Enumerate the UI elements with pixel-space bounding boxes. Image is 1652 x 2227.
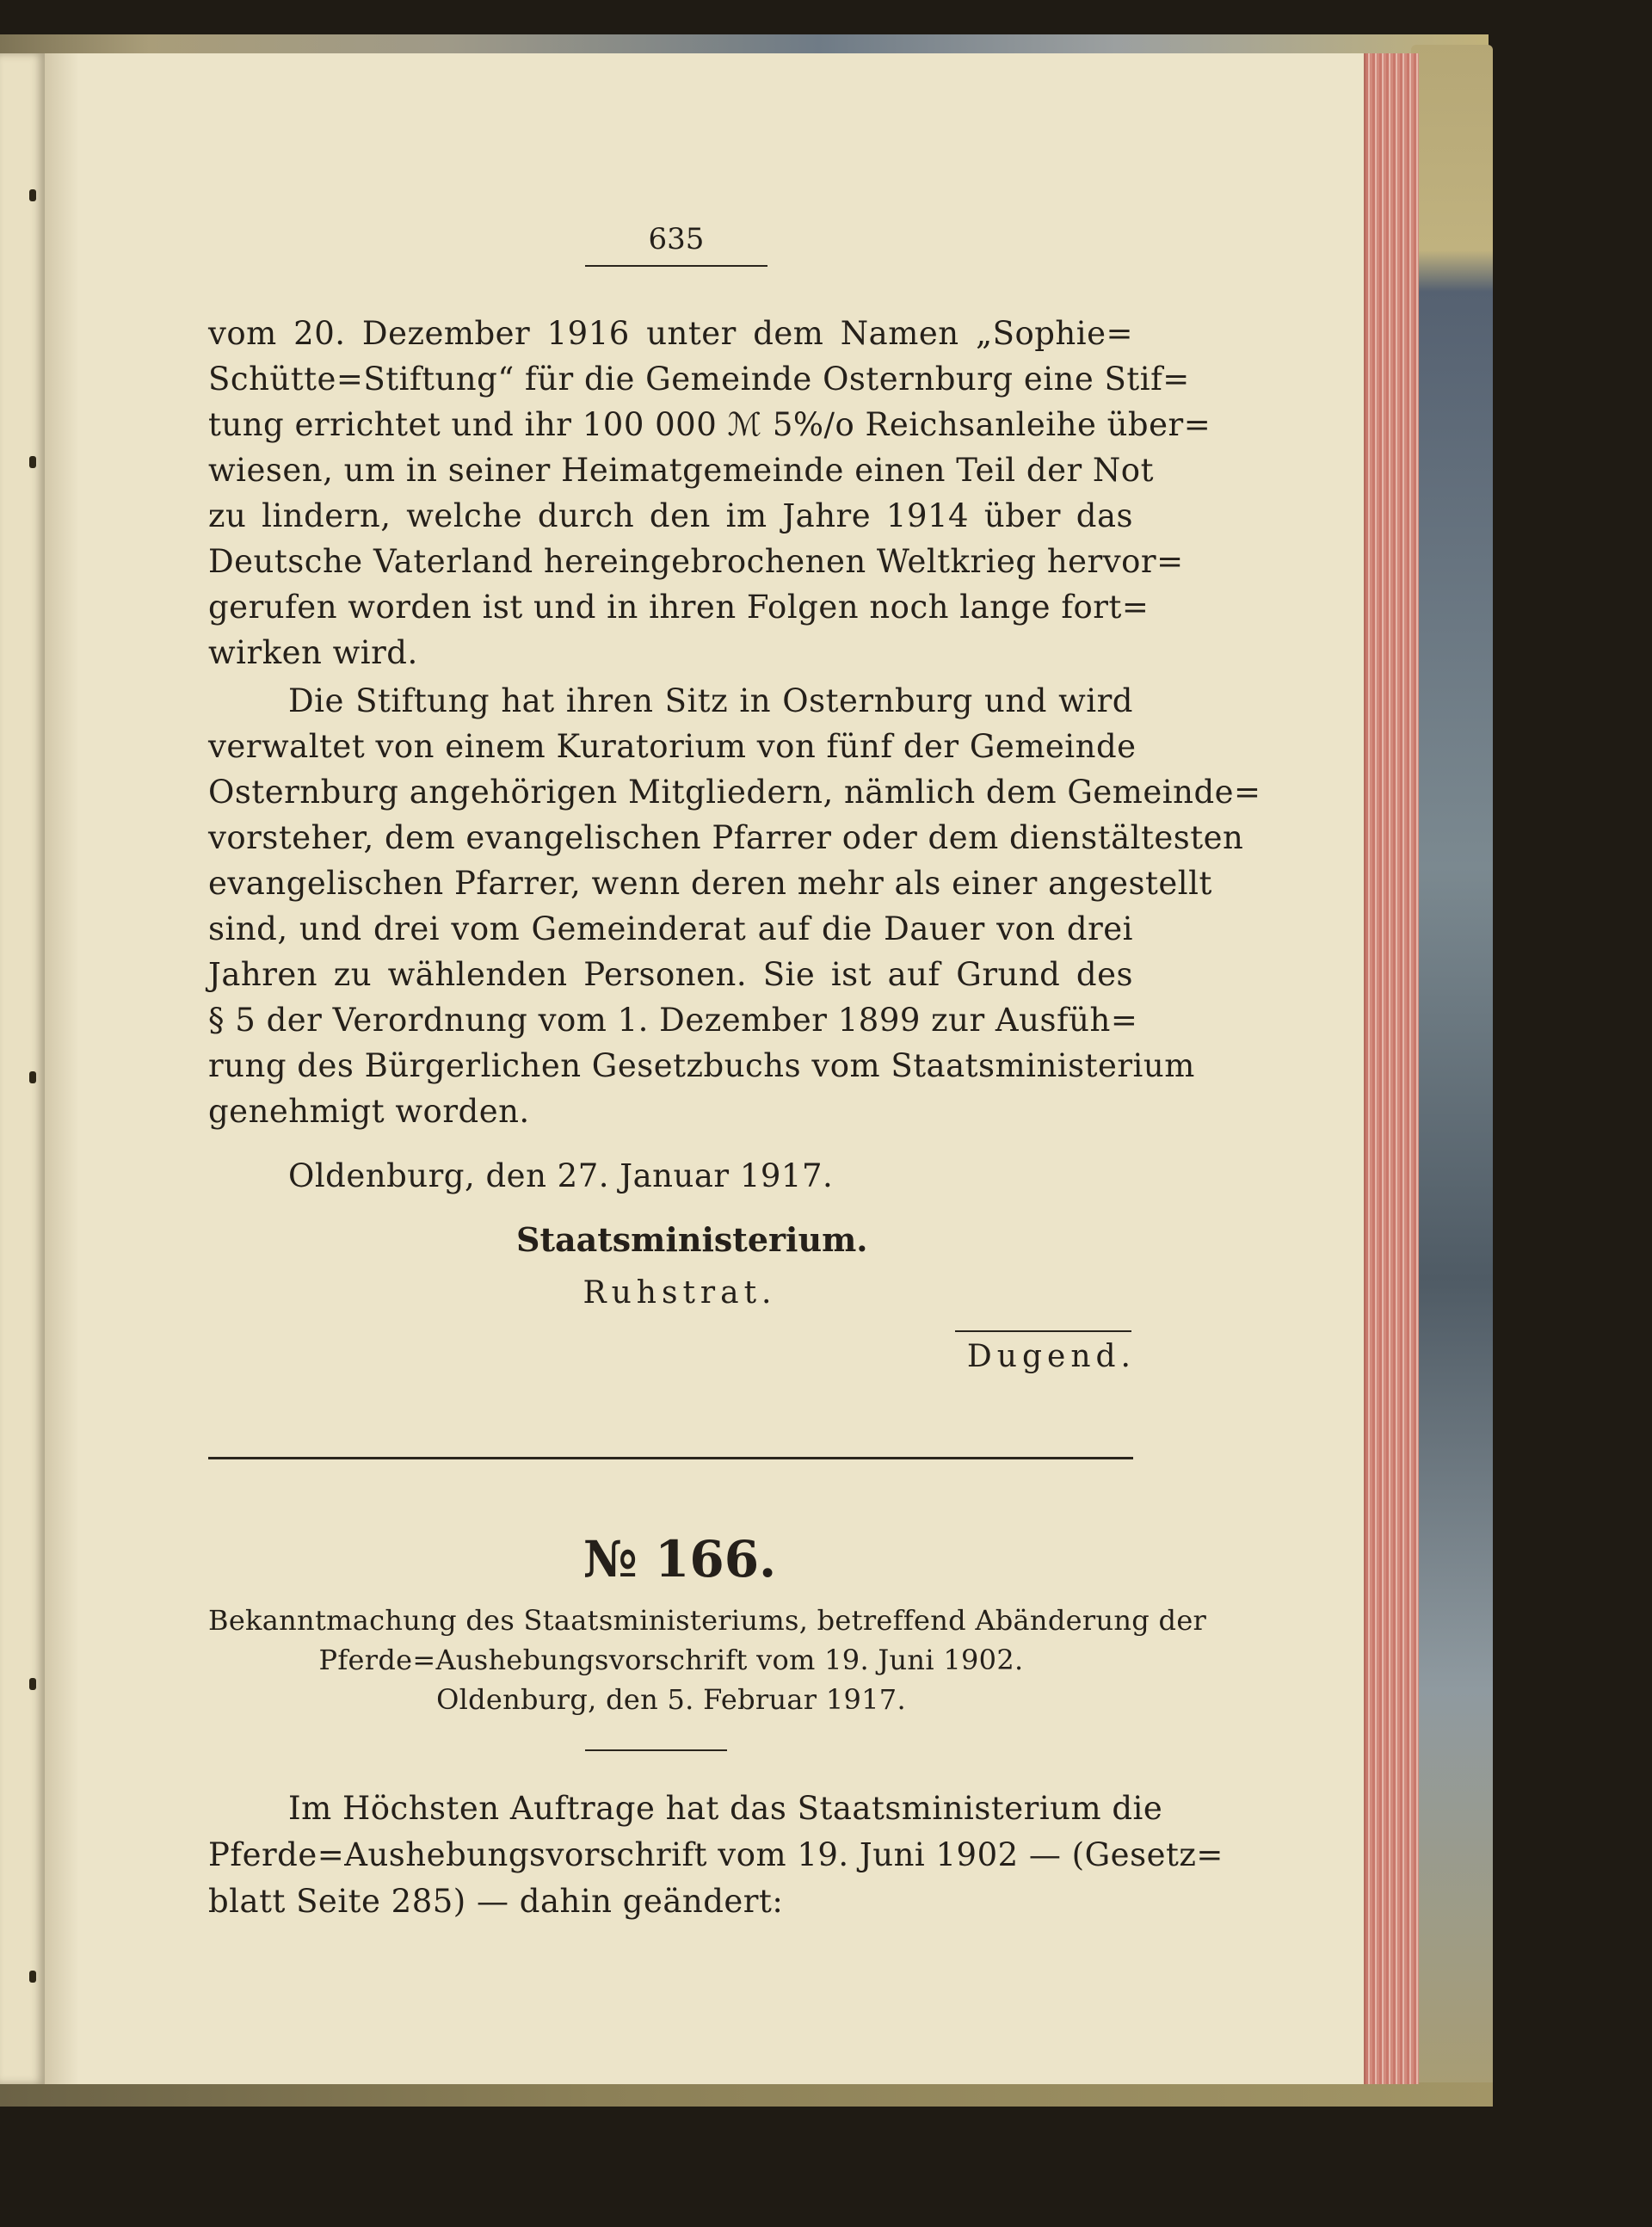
heading-line: Bekanntmachung des Staatsministeriums, betreffend Abänderung der [208,1604,1207,1637]
page-edges [1364,53,1419,2084]
text-line: Jahren zu wählenden Personen. Sie ist auf Grund des [208,956,1133,993]
text-line: gerufen worden ist und in ihren Folgen noch lange fort= [208,589,1150,626]
text-line: Im Höchsten Auftrage hat das Staatsministerium die [288,1790,1163,1827]
authority: Staatsministerium. [516,1220,868,1259]
text-line: verwaltet von einem Kuratorium von fünf der Gemeinde [208,728,1137,765]
left-page-edge [0,53,45,2084]
text-line: zu lindern, welche durch den im Jahre 1914 über das [208,497,1133,534]
text-line: blatt Seite 285) — dahin geändert: [208,1883,784,1920]
section-number: № 166. [583,1530,777,1589]
section-separator [208,1457,1133,1459]
cover-bottom [0,2082,1493,2107]
text-line: wiesen, um in seiner Heimatgemeinde einen Teil der Not [208,452,1154,489]
text-line: Die Stiftung hat ihren Sitz in Osternburg und wird [288,682,1133,719]
heading-line: Oldenburg, den 5. Februar 1917. [436,1683,906,1716]
text-line: Osternburg angehörigen Mitgliedern, nämlich dem Gemeinde= [208,774,1261,811]
page-number: 635 [648,222,705,256]
text-line: wirken wird. [208,634,418,671]
date-line: Oldenburg, den 27. Januar 1917. [288,1157,834,1194]
signature: Ruhstrat. [583,1275,777,1311]
text-line: evangelischen Pfarrer, wenn deren mehr als einer angestellt [208,865,1212,902]
heading-line: Pferde=Aushebungsvorschrift vom 19. Juni 1902. [318,1644,1024,1676]
text-line: sind, und drei vom Gemeinderat auf die Dauer von drei [208,910,1133,947]
countersignature: Dugend. [966,1339,1136,1374]
text-line: § 5 der Verordnung vom 1. Dezember 1899 zur Ausfüh= [208,1002,1138,1039]
binding-stitch [29,1071,36,1083]
binding-stitch [29,189,36,201]
text-line: rung des Bürgerlichen Gesetzbuchs vom Staatsministerium [208,1047,1195,1084]
marbled-cover-right [1411,45,1493,2101]
binding-stitch [29,1971,36,1983]
text-line: vorsteher, dem evangelischen Pfarrer oder dem dienstältesten [208,819,1244,856]
binding-stitch [29,456,36,468]
text-line: Deutsche Vaterland hereingebrochenen Weltkrieg hervor= [208,543,1184,580]
binding-stitch [29,1678,36,1690]
text-line: Schütte=Stiftung“ für die Gemeinde Osternburg eine Stif= [208,361,1190,398]
text-line: tung errichtet und ihr 100 000 ℳ 5%/o Reichsanleihe über= [208,406,1211,443]
text-line: vom 20. Dezember 1916 unter dem Namen „Sophie= [208,315,1133,352]
heading-rule [585,1749,727,1751]
page-number-rule [585,265,767,267]
text-line: genehmigt worden. [208,1093,530,1130]
text-line: Pferde=Aushebungsvorschrift vom 19. Juni 1902 — (Gesetz= [208,1836,1224,1873]
countersignature-rule [955,1330,1131,1332]
